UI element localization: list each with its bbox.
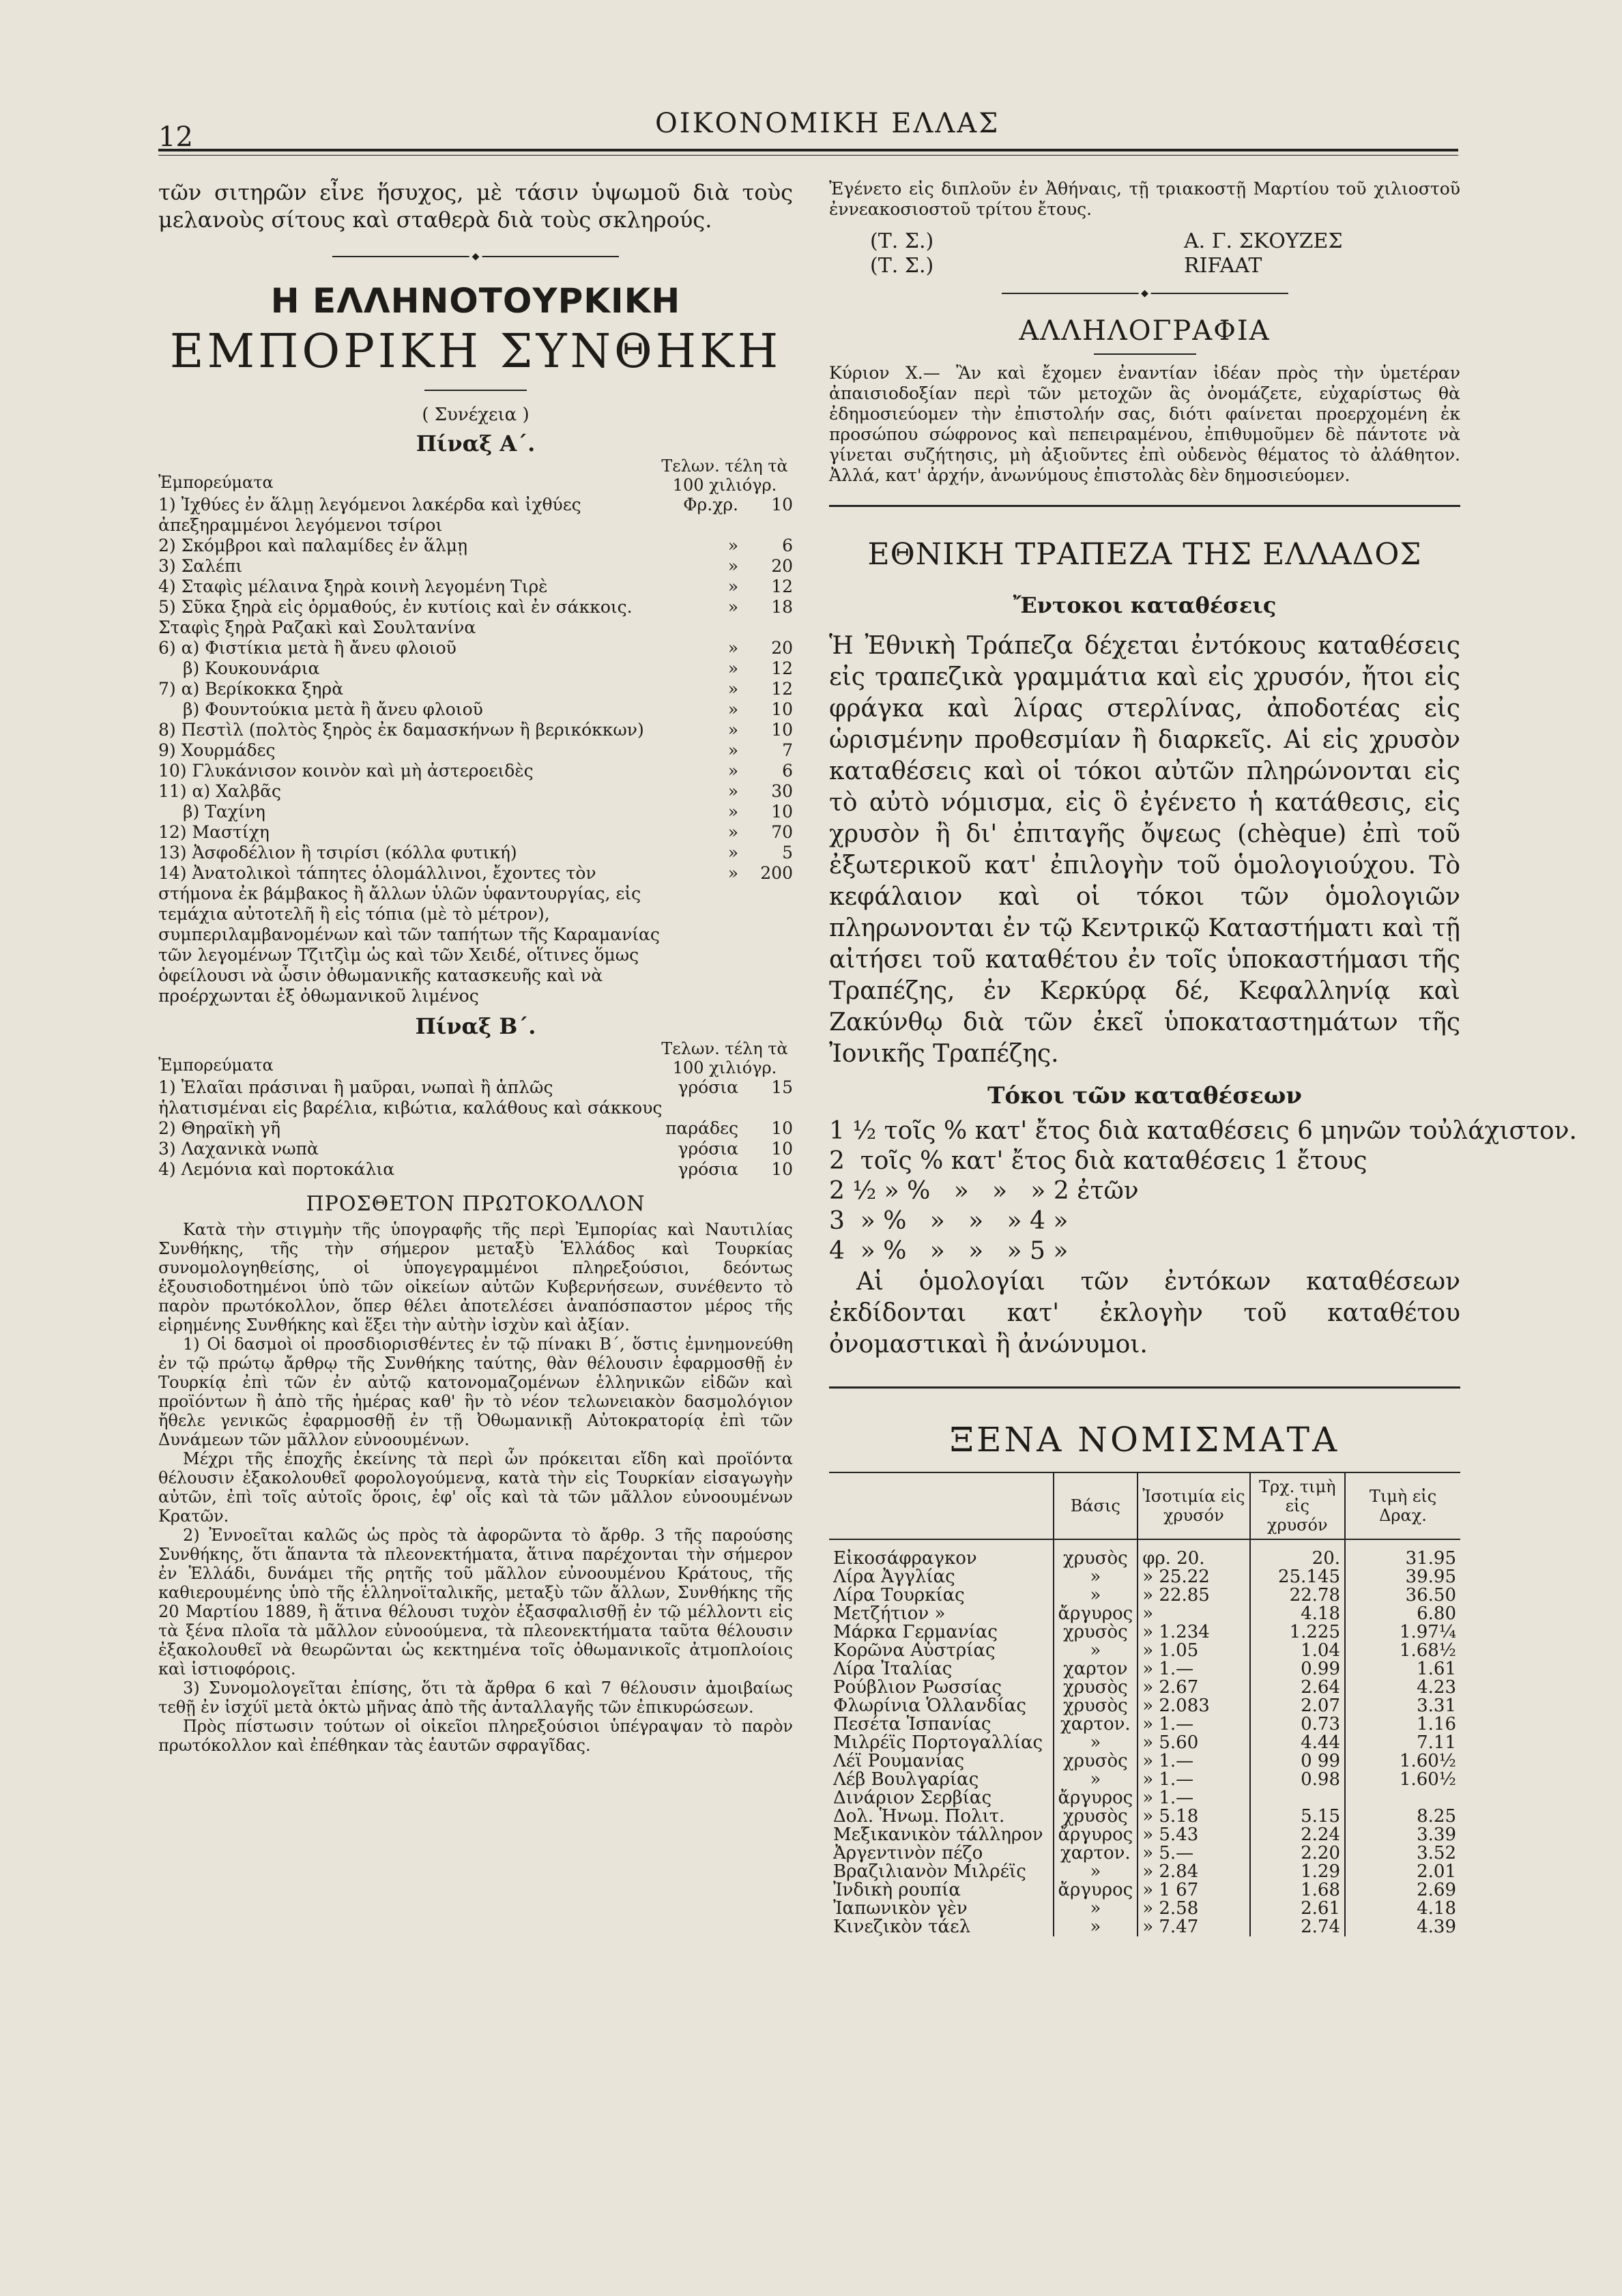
intro-paragraph: τῶν σιτηρῶν εἶνε ἥσυχος, μὲ τάσιν ὑψωμοῦ διὰ τοὺς μελανοὺς σίτους καὶ σταθερὰ διὰ τοὺς σκληρούς. bbox=[158, 179, 793, 233]
table-a-row bbox=[158, 822, 793, 843]
correspondence-title: ΑΛΛΗΛΟΓΡΑΦΙΑ bbox=[1019, 315, 1271, 347]
currency-name: Ρούβλιον Ρωσσίας bbox=[833, 1677, 1002, 1698]
currency-basis: » bbox=[1054, 1586, 1138, 1605]
currency-parity: » 1.05 bbox=[1138, 1642, 1249, 1660]
table-a-row-unit: » bbox=[727, 802, 738, 822]
currency-market: 1.04 bbox=[1250, 1642, 1346, 1660]
running-title: ΟΙΚΟΝΟΜΙΚΗ ΕΛΛΑΣ bbox=[655, 108, 1000, 139]
signatory-2: RIFAAT bbox=[1184, 254, 1262, 278]
ornament-divider-2: ◆ bbox=[1002, 287, 1288, 300]
currency-name: Πεσέτα Ἱσπανίας bbox=[833, 1714, 991, 1734]
currency-drachma: 39.95 bbox=[1345, 1568, 1460, 1586]
currency-parity: » 2.083 bbox=[1138, 1697, 1249, 1715]
table-a-row-unit: » bbox=[727, 761, 738, 781]
table-a-row bbox=[158, 638, 793, 658]
table-a-row-label: 9) Χουρμάδες bbox=[158, 740, 276, 760]
currency-drachma: 1.16 bbox=[1345, 1715, 1460, 1734]
table-a-row-value: 70 bbox=[771, 822, 793, 842]
rate-line: 1 ½ τοῖς % κατ' ἔτος διὰ καταθέσεις 6 μηνῶν τοὐλάχιστον. bbox=[829, 1117, 1577, 1145]
left-column bbox=[158, 179, 793, 1755]
currency-drachma: 31.95 bbox=[1345, 1550, 1460, 1568]
currency-row bbox=[829, 1715, 1460, 1734]
table-a-row-label: 14) Ἀνατολικοὶ τάπητες ὁλομάλλινοι, ἔχοντες τὸν στήμονα ἐκ βάμβακος ἢ ἄλλων ὑλῶν ὑφαντουργίας, εἰς τεμάχια αὐτοτελῆ ἢ εἰς τόπια (μὲ τὸ μέτρον), συμπεριλαμβανομένων καὶ τῶν ταπήτων τῆς Καραμανίας τῶν λεγομένων Τζιτζὶμ ὡς καὶ τῶν Χειδέ, οἵτινες ὅμως ὀφείλουσι νὰ ὦσιν ὀθωμανικῆς κατασκευῆς καὶ νὰ προέρχωνται ἐξ ὀθωμανικοῦ λιμένος bbox=[158, 863, 660, 1006]
table-a-row-label: 6) α) Φιστίκια μετὰ ἢ ἄνευ φλοιοῦ bbox=[158, 638, 457, 658]
currency-parity: » 5.43 bbox=[1138, 1826, 1249, 1844]
currency-market: 2.64 bbox=[1250, 1679, 1346, 1697]
page-number: 12 bbox=[158, 121, 193, 153]
currency-basis: χρυσὸς bbox=[1054, 1697, 1138, 1715]
table-a-row-label: 5) Σῦκα ξηρὰ εἰς ὁρμαθούς, ἐν κυτίοις καὶ ἐν σάκκοις. Σταφὶς ξηρὰ Ραζακὶ καὶ Σουλτανίνα bbox=[158, 597, 633, 637]
table-b-row-unit: γρόσια bbox=[678, 1139, 738, 1159]
currency-drachma: 4.18 bbox=[1345, 1900, 1460, 1918]
deposits-title: Ἔντοκοι καταθέσεις bbox=[1013, 592, 1277, 618]
currency-market: 20. bbox=[1250, 1550, 1346, 1568]
currency-market: 5.15 bbox=[1250, 1807, 1346, 1826]
currency-market: 0.99 bbox=[1250, 1660, 1346, 1679]
protocol-paragraph: Πρὸς πίστωσιν τούτων οἱ οἰκεῖοι πληρεξούσιοι ὑπέγραψαν τὸ παρὸν πρωτόκολλον καὶ ἐπέθηκαν τὰς ἑαυτῶν σφραγῖδας. bbox=[158, 1717, 793, 1755]
table-a bbox=[158, 495, 793, 1006]
currency-row bbox=[829, 1623, 1460, 1642]
currency-name: Μετζήτιον » bbox=[833, 1603, 946, 1624]
protocol-paragraph: 1) Οἱ δασμοὶ οἱ προσδιορισθέντες ἐν τῷ πίνακι Β΄, ὅστις ἐμνημονεύθη ἐν τῷ πρώτῳ ἄρθρῳ τῆς Συνθήκης ταύτης, θὰν θέλουσιν ἐφαρμοσθῇ ἐν Τουρκίᾳ ἐπὶ τῶν ἐν αὐτῷ κατονομαζομένων ἑλληνικῶν εἰδῶν καὶ προϊόντων ἢ ἀπὸ τῆς ἡμέρας καθ' ἣν τὸ νέον τελωνειακὸν δασμολόγιον ἤθελε γενικῶς ἐφαρμοσθῇ ἐν τῇ Ὀθωμανικῇ Αὐτοκρατορίᾳ ἐπὶ τῶν Δυνάμεων τῶν μᾶλλον εὐνοουμένων. bbox=[158, 1335, 793, 1449]
currency-name: Μιλρέϊς Πορτογαλλίας bbox=[833, 1732, 1043, 1753]
table-b-row-unit: γρόσια bbox=[678, 1077, 738, 1097]
currency-table bbox=[829, 1472, 1460, 1936]
table-a-row-unit: » bbox=[727, 577, 738, 596]
signatory-1: Α. Γ. ΣΚΟΥΖΕΣ bbox=[1184, 229, 1343, 253]
table-a-row-unit: » bbox=[727, 638, 738, 658]
currency-basis: ἄργυρος bbox=[1054, 1605, 1138, 1623]
currency-market: 0 99 bbox=[1250, 1752, 1346, 1771]
currency-name: Κινεζικὸν τάελ bbox=[833, 1917, 971, 1937]
currency-name: Ἰνδικὴ ρουπία bbox=[833, 1880, 961, 1900]
currency-name: Λέβ Βουλγαρίας bbox=[833, 1769, 979, 1790]
table-a-row-label: β) Κουκουνάρια bbox=[183, 658, 320, 678]
table-a-row bbox=[158, 536, 793, 556]
currency-basis: » bbox=[1054, 1900, 1138, 1918]
table-a-row-unit: » bbox=[727, 843, 738, 862]
table-a-row bbox=[158, 495, 793, 536]
table-a-row bbox=[158, 556, 793, 577]
table-a-row-unit: » bbox=[727, 679, 738, 699]
table-b-row-value: 10 bbox=[771, 1139, 793, 1159]
currency-name: Μάρκα Γερμανίας bbox=[833, 1622, 998, 1642]
table-b-row bbox=[158, 1077, 793, 1118]
table-a-row-label: 7) α) Βερίκοκκα ξηρὰ bbox=[158, 679, 344, 699]
table-b-row-label: 2) Θηραϊκὴ γῆ bbox=[158, 1118, 280, 1138]
currency-row bbox=[829, 1586, 1460, 1605]
currency-basis: χαρτον. bbox=[1054, 1844, 1138, 1863]
currency-drachma: 3.52 bbox=[1345, 1844, 1460, 1863]
correspondence-text: Κύριον Χ.— Ἂν καὶ ἔχομεν ἐναντίαν ἰδέαν πρὸς τὴν ὑμετέραν ἀπαισιοδοξίαν περὶ τῶν μετοχῶν ἃς ὀνομάζετε, εὐχαρίστως θὰ ἐδημοσιεύομεν τὴν ἐπιστολήν σας, διότι φαίνεται προερχομένη ἐκ προσώπου σώφρονος καὶ πεπειραμένου, ἐπιθυμοῦμεν δὲ πάντοτε νὰ γίνεται συζήτησις, μὴ ἀξιοῦντες ἐπὶ οὐδενὸς θέματος τὸ ἀλάθητον. Ἀλλά, κατ' ἀρχήν, ἀνωνύμους ἐπιστολὰς δὲν δημοσιεύομεν. bbox=[829, 363, 1460, 485]
currency-market: 4.44 bbox=[1250, 1734, 1346, 1752]
currency-parity: » 1.— bbox=[1138, 1789, 1249, 1807]
table-a-row-unit: » bbox=[727, 556, 738, 576]
currency-basis: » bbox=[1054, 1568, 1138, 1586]
currency-header: Τρχ. τιμὴ εἰς χρυσόν bbox=[1250, 1472, 1346, 1539]
currency-name: Λίρα Ἰταλίας bbox=[833, 1659, 953, 1679]
currency-row bbox=[829, 1844, 1460, 1863]
currency-drachma: 2.01 bbox=[1345, 1863, 1460, 1881]
currency-parity: » 5.— bbox=[1138, 1844, 1249, 1863]
currency-row bbox=[829, 1679, 1460, 1697]
currency-drachma: 1.61 bbox=[1345, 1660, 1460, 1679]
rate-line: 2 ½ » % » » » 2 ἐτῶν bbox=[829, 1177, 1139, 1205]
currency-market: 1.225 bbox=[1250, 1623, 1346, 1642]
currency-drachma: 1.60½ bbox=[1345, 1752, 1460, 1771]
currency-basis: ἄργυρος bbox=[1054, 1826, 1138, 1844]
currency-parity: » 1.234 bbox=[1138, 1623, 1249, 1642]
currency-parity: » 2.84 bbox=[1138, 1863, 1249, 1881]
currency-basis: ἄργυρος bbox=[1054, 1881, 1138, 1900]
table-b-row-value: 15 bbox=[771, 1077, 793, 1097]
currency-row bbox=[829, 1660, 1460, 1679]
currency-market: 2.20 bbox=[1250, 1844, 1346, 1863]
table-a-row bbox=[158, 761, 793, 781]
table-a-row-unit: » bbox=[727, 597, 738, 617]
table-a-row bbox=[158, 740, 793, 761]
currency-market: 2.61 bbox=[1250, 1900, 1346, 1918]
table-b-row-value: 10 bbox=[771, 1118, 793, 1138]
currency-title: ΞΕΝΑ ΝΟΜΙΣΜΑΤΑ bbox=[949, 1420, 1340, 1459]
article-title-1: Η ΕΛΛΗΝΟΤΟΥΡΚΙΚΗ bbox=[270, 281, 681, 321]
currency-parity: » 2.58 bbox=[1138, 1900, 1249, 1918]
currency-market: 1.29 bbox=[1250, 1863, 1346, 1881]
currency-drachma: 6.80 bbox=[1345, 1605, 1460, 1623]
table-b-row-value: 10 bbox=[771, 1159, 793, 1179]
protocol-title: ΠΡΟΣΘΕΤΟΝ ΠΡΩΤΟΚΟΛΛΟΝ bbox=[306, 1192, 646, 1216]
currency-parity: » 1.— bbox=[1138, 1660, 1249, 1679]
table-a-row-unit: Φρ.χρ. bbox=[683, 495, 738, 514]
table-a-row-value: 12 bbox=[771, 658, 793, 678]
currency-drachma: 1.68½ bbox=[1345, 1642, 1460, 1660]
rates-list bbox=[829, 1116, 1577, 1266]
table-a-row-value: 30 bbox=[771, 781, 793, 801]
table-a-row bbox=[158, 781, 793, 802]
currency-name: Λίρα Ἀγγλίας bbox=[833, 1567, 955, 1587]
table-a-row-unit: » bbox=[727, 720, 738, 740]
seal-1: (Τ. Σ.) bbox=[870, 229, 934, 253]
currency-row bbox=[829, 1642, 1460, 1660]
table-a-row bbox=[158, 843, 793, 863]
currency-market: 22.78 bbox=[1250, 1586, 1346, 1605]
protocol-paragraph: 3) Συνομολογεῖται ἐπίσης, ὅτι τὰ ἄρθρα 6 καὶ 7 θέλουσιν ἀμοιβαίως τεθῇ ἐν ἰσχύϊ μετὰ ὀκτὼ μῆνας ἀπὸ τῆς ἀνταλλαγῆς τῶν ἐπικυρώσεων. bbox=[158, 1679, 793, 1717]
table-a-row-value: 12 bbox=[771, 577, 793, 596]
table-a-row bbox=[158, 679, 793, 699]
right-column bbox=[829, 179, 1577, 1937]
seal-2: (Τ. Σ.) bbox=[870, 254, 934, 278]
treaty-done-text: Ἐγένετο εἰς διπλοῦν ἐν Ἀθήναις, τῇ τριακοστῇ Μαρτίου τοῦ χιλιοστοῦ ἐννεακοσιοστοῦ τρίτου ἔτους. bbox=[829, 179, 1460, 219]
table-a-row-value: 6 bbox=[782, 536, 793, 555]
currency-market bbox=[1250, 1789, 1346, 1807]
currency-drachma: 1.60½ bbox=[1345, 1771, 1460, 1789]
currency-row bbox=[829, 1550, 1460, 1568]
table-b-col1: Ἐμπορεύματα bbox=[158, 1056, 274, 1075]
rate-line: 4 » % » » » 5 » bbox=[829, 1237, 1069, 1265]
table-a-row-value: 20 bbox=[771, 556, 793, 576]
currency-row bbox=[829, 1697, 1460, 1715]
currency-name: Ἰαπωνικὸν γὲν bbox=[833, 1898, 968, 1919]
currency-parity: » bbox=[1138, 1605, 1249, 1623]
currency-drachma bbox=[1345, 1789, 1460, 1807]
currency-basis: χρυσὸς bbox=[1054, 1550, 1138, 1568]
table-a-row bbox=[158, 863, 793, 1006]
table-a-row-value: 6 bbox=[782, 761, 793, 781]
currency-market: 0.73 bbox=[1250, 1715, 1346, 1734]
table-a-row-unit: » bbox=[727, 699, 738, 719]
currency-header: Τιμὴ εἰς Δραχ. bbox=[1345, 1472, 1460, 1539]
currency-parity: » 1.— bbox=[1138, 1752, 1249, 1771]
currency-name: Ἀργεντινὸν πέζο bbox=[833, 1843, 983, 1863]
currency-name: Βραζιλιανὸν Μιλρέϊς bbox=[833, 1861, 1026, 1882]
currency-parity: » 1.— bbox=[1138, 1715, 1249, 1734]
bank-title: ΕΘΝΙΚΗ ΤΡΑΠΕΖΑ ΤΗΣ ΕΛΛΑΔΟΣ bbox=[867, 537, 1422, 572]
table-a-row bbox=[158, 720, 793, 740]
continued-note: ( Συνέχεια ) bbox=[422, 405, 530, 425]
deposits-text: Ἡ Ἐθνικὴ Τράπεζα δέχεται ἐντόκους καταθέσεις εἰς τραπεζικὰ γραμμάτια καὶ εἰς χρυσόν, ἤτοι εἰς φράγκα καὶ λίρας στερλίνας, ἀποδοτέας εἰς ὡρισμένην προθεσμίαν ἢ διαρκεῖς. Αἱ εἰς χρυσὸν καταθέσεις καὶ οἱ τόκοι αὐτῶν πληρώνονται εἰς τὸ αὐτὸ νόμισμα, εἰς ὃ ἐγένετο ἡ κατάθεσις, εἰς χρυσὸν ἢ δι' ἐπιταγῆς ὄψεως (chèque) ἐπὶ τοῦ ἐξωτερικοῦ κατ' ἐπιλογὴν τοῦ ὁμολογιούχου. Τὸ κεφάλαιον καὶ οἱ τόκοι τῶν ὁμολογιῶν πληρωνονται ἐν τῷ Κεντρικῷ Καταστήματι καὶ τῇ αἰτήσει τοῦ καταθέτου ἐν τοῖς ὑποκαστήμασι τῆς Τραπέζης, ἐν Κερκύρᾳ δέ, Κεφαλληνίᾳ καὶ Ζακύνθῳ διὰ τῶν ἐκεῖ ὑποκαταστημάτων τῆς Ἰονικῆς Τραπέζης. bbox=[829, 632, 1460, 1068]
table-a-row-value: 12 bbox=[771, 679, 793, 699]
table-a-row-unit: » bbox=[727, 536, 738, 555]
currency-parity: » 2.67 bbox=[1138, 1679, 1249, 1697]
currency-drachma: 3.31 bbox=[1345, 1697, 1460, 1715]
currency-row bbox=[829, 1771, 1460, 1789]
currency-drachma: 4.23 bbox=[1345, 1679, 1460, 1697]
table-a-row-label: β) Φουντούκια μετὰ ἢ ἄνευ φλοιοῦ bbox=[183, 699, 483, 719]
currency-parity: » 25.22 bbox=[1138, 1568, 1249, 1586]
currency-parity: » 5.60 bbox=[1138, 1734, 1249, 1752]
currency-header: Ἰσοτιμία εἰς χρυσόν bbox=[1138, 1472, 1249, 1539]
currency-basis: χρυσὸς bbox=[1054, 1623, 1138, 1642]
table-b-row bbox=[158, 1118, 793, 1139]
currency-row bbox=[829, 1789, 1460, 1807]
currency-parity: φρ. 20. bbox=[1138, 1550, 1249, 1568]
table-a-row bbox=[158, 699, 793, 720]
currency-market: 4.18 bbox=[1250, 1605, 1346, 1623]
currency-market: 2.24 bbox=[1250, 1826, 1346, 1844]
currency-row bbox=[829, 1568, 1460, 1586]
table-a-row-value: 10 bbox=[771, 699, 793, 719]
currency-basis: χρυσὸς bbox=[1054, 1752, 1138, 1771]
table-a-row-label: 1) Ἰχθύες ἐν ἅλμῃ λεγόμενοι λακέρδα καὶ ἰχθύες ἀπεξηραμμένοι λεγόμενοι τσίροι bbox=[158, 495, 581, 535]
table-a-col1: Ἐμπορεύματα bbox=[158, 473, 274, 492]
currency-name: Μεξικανικὸν τάλληρον bbox=[833, 1825, 1043, 1845]
table-a-row-unit: » bbox=[727, 658, 738, 678]
currency-header bbox=[829, 1472, 1054, 1539]
currency-name: Φλωρίνια Ὁλλανδίας bbox=[833, 1696, 1026, 1716]
table-b-row-label: 3) Λαχανικὰ νωπὰ bbox=[158, 1139, 319, 1159]
table-a-row-unit: » bbox=[727, 863, 738, 883]
currency-drachma: 4.39 bbox=[1345, 1918, 1460, 1936]
currency-row bbox=[829, 1881, 1460, 1900]
table-b-row-unit: γρόσια bbox=[678, 1159, 738, 1179]
currency-row bbox=[829, 1900, 1460, 1918]
currency-name: Λίρα Τουρκίας bbox=[833, 1585, 965, 1605]
rates-note: Αἱ ὁμολογίαι τῶν ἐντόκων καταθέσεων ἐκδίδονται κατ' ἐκλογὴν τοῦ καταθέτου ὀνομαστικαὶ ἢ ἀνώνυμοι. bbox=[829, 1268, 1460, 1358]
currency-parity: » 5.18 bbox=[1138, 1807, 1249, 1826]
currency-basis: » bbox=[1054, 1771, 1138, 1789]
currency-row bbox=[829, 1863, 1460, 1881]
currency-name: Λέϊ Ρουμανίας bbox=[833, 1751, 965, 1771]
table-a-row-value: 18 bbox=[771, 597, 793, 617]
table-b-row bbox=[158, 1139, 793, 1159]
currency-drachma: 2.69 bbox=[1345, 1881, 1460, 1900]
table-b-col2: Τελων. τέλη τὰ 100 χιλιόγρ. bbox=[661, 1039, 788, 1077]
currency-market: 2.74 bbox=[1250, 1918, 1346, 1936]
currency-basis: » bbox=[1054, 1918, 1138, 1936]
currency-row bbox=[829, 1605, 1460, 1623]
header-rule-thin bbox=[158, 155, 1458, 156]
currency-name: Δολ. Ἡνωμ. Πολιτ. bbox=[833, 1806, 1005, 1827]
rate-line: 2 τοῖς % κατ' ἔτος διὰ καταθέσεις 1 ἔτους bbox=[829, 1147, 1367, 1175]
table-b bbox=[158, 1077, 793, 1180]
currency-row bbox=[829, 1807, 1460, 1826]
table-a-title: Πίναξ Α΄. bbox=[416, 431, 536, 456]
ornament-divider: ◆ bbox=[332, 250, 619, 263]
table-a-row-value: 10 bbox=[771, 495, 793, 514]
table-a-row-unit: » bbox=[727, 740, 738, 760]
table-b-row-label: 4) Λεμόνια καὶ πορτοκάλια bbox=[158, 1159, 395, 1179]
rates-title: Τόκοι τῶν καταθέσεων bbox=[987, 1082, 1302, 1109]
table-a-row-label: 11) α) Χαλβᾶς bbox=[158, 781, 281, 801]
currency-market: 0.98 bbox=[1250, 1771, 1346, 1789]
currency-market: 25.145 bbox=[1250, 1568, 1346, 1586]
table-a-row-unit: » bbox=[727, 822, 738, 842]
currency-row bbox=[829, 1826, 1460, 1844]
currency-row bbox=[829, 1734, 1460, 1752]
table-a-row-value: 20 bbox=[771, 638, 793, 658]
protocol-paragraph: 2) Ἐννοεῖται καλῶς ὡς πρὸς τὰ ἀφορῶντα τὸ ἄρθρ. 3 τῆς παρούσης Συνθήκης, ὅτι ἅπαντα τὰ πλεονεκτήματα, ἅτινα παρέχονται τὴν σήμερον ἐν Ἑλλάδι, δυνάμει τῆς ρητῆς τοῦ μᾶλλον εὐνοουμένου Κράτους, τῆς καθιερουμένης ὑπὸ τῆς ἑλληνοϊταλικῆς, μεταξὺ τῶν ἄλλων, Συνθήκης τῆς 20 Μαρτίου 1889, ἢ ἅτινα θέλουσι τυχὸν ἐξασφαλισθῇ ἐν τῷ μέλλοντι εἰς τὰ ξένα πλοῖα τὰ μᾶλλον εὐνοούμενα, τὰ πλεονεκτήματα ταῦτα θέλουσιν ἐξακολουθεῖ νὰ θεωρῶνται ὡς κεκτημένα τοῖς ὀθωμανικοῖς ἀτμοπλοίοις καὶ ἱστιοφόροις. bbox=[158, 1526, 793, 1679]
table-a-row-value: 10 bbox=[771, 720, 793, 740]
currency-name: Κορῶνα Αὐστρίας bbox=[833, 1640, 996, 1661]
currency-basis: χαρτον bbox=[1054, 1660, 1138, 1679]
table-a-row-label: 12) Μαστίχη bbox=[158, 822, 270, 842]
currency-row bbox=[829, 1752, 1460, 1771]
currency-basis: » bbox=[1054, 1734, 1138, 1752]
table-a-row bbox=[158, 597, 793, 638]
table-a-row-value: 10 bbox=[771, 802, 793, 822]
table-a-row bbox=[158, 658, 793, 679]
currency-basis: » bbox=[1054, 1863, 1138, 1881]
currency-basis: χρυσὸς bbox=[1054, 1679, 1138, 1697]
table-a-row-label: 3) Σαλέπι bbox=[158, 556, 243, 576]
table-a-row-label: 4) Σταφὶς μέλαινα ξηρὰ κοινὴ λεγομένη Τιρὲ bbox=[158, 577, 548, 596]
currency-drachma: 7.11 bbox=[1345, 1734, 1460, 1752]
table-b-row-unit: παράδες bbox=[665, 1118, 738, 1138]
table-a-row-label: β) Ταχίνη bbox=[183, 802, 265, 822]
table-a-row-value: 5 bbox=[782, 843, 793, 862]
currency-row bbox=[829, 1918, 1460, 1936]
currency-market: 2.07 bbox=[1250, 1697, 1346, 1715]
currency-parity: » 22.85 bbox=[1138, 1586, 1249, 1605]
currency-basis: » bbox=[1054, 1642, 1138, 1660]
rate-line: 3 » % » » » 4 » bbox=[829, 1207, 1069, 1235]
table-a-row bbox=[158, 577, 793, 597]
table-a-row-label: 10) Γλυκάνισον κοινὸν καὶ μὴ ἀστεροειδὲς bbox=[158, 761, 534, 781]
header-rule bbox=[158, 149, 1458, 151]
currency-parity: » 7.47 bbox=[1138, 1918, 1249, 1936]
currency-market: 1.68 bbox=[1250, 1881, 1346, 1900]
currency-basis: χρυσὸς bbox=[1054, 1807, 1138, 1826]
currency-basis: ἄργυρος bbox=[1054, 1789, 1138, 1807]
currency-parity: » 1.— bbox=[1138, 1771, 1249, 1789]
table-a-row-value: 200 bbox=[760, 863, 793, 883]
currency-basis: χαρτον. bbox=[1054, 1715, 1138, 1734]
table-b-title: Πίναξ Β΄. bbox=[415, 1013, 536, 1039]
table-a-row-unit: » bbox=[727, 781, 738, 801]
article-title-2: ΕΜΠΟΡΙΚΗ ΣΥΝΘΗΚΗ bbox=[169, 325, 782, 379]
currency-drachma: 1.97¼ bbox=[1345, 1623, 1460, 1642]
table-a-row-label: 8) Πεστὶλ (πολτὸς ξηρὸς ἐκ δαμασκήνων ἢ βερικόκκων) bbox=[158, 720, 644, 740]
protocol-text bbox=[158, 1220, 793, 1755]
table-a-row-label: 2) Σκόμβροι καὶ παλαμίδες ἐν ἅλμῃ bbox=[158, 536, 467, 555]
table-a-row-value: 7 bbox=[782, 740, 793, 760]
currency-drachma: 8.25 bbox=[1345, 1807, 1460, 1826]
currency-drachma: 36.50 bbox=[1345, 1586, 1460, 1605]
table-b-row bbox=[158, 1159, 793, 1180]
protocol-paragraph: Κατὰ τὴν στιγμὴν τῆς ὑπογραφῆς τῆς περὶ Ἐμπορίας καὶ Ναυτιλίας Συνθήκης, τῆς τὴν σήμερον μεταξὺ Ἑλλάδος καὶ Τουρκίας συνομολογηθείσης, οἱ ὑπογεγραμμένοι πληρεξούσιοι, δεόντως ἐξουσιοδοτημένοι ὑπὸ τῶν οἰκείων αὐτῶν Κυβερνήσεων, συνέθεντο τὸ παρὸν πρωτόκολλον, ὅπερ θέλει ἀποτελέσει ἀναπόσπαστον μέρος τῆς εἰρημένης Συνθήκης καὶ ἕξει τὴν αὐτὴν ἰσχὺν καὶ ἀξίαν. bbox=[158, 1220, 793, 1335]
currency-name: Εἰκοσάφραγκον bbox=[833, 1548, 977, 1569]
table-b-row-label: 1) Ἐλαῖαι πράσιναι ἢ μαῦραι, νωπαὶ ἢ ἁπλῶς ἡλατισμέναι εἰς βαρέλια, κιβώτια, καλάθους καὶ σάκκους bbox=[158, 1077, 663, 1118]
table-a-row-label: 13) Ἀσφοδέλιον ἢ τσιρίσι (κόλλα φυτική) bbox=[158, 843, 517, 862]
table-a-col2: Τελων. τέλη τὰ 100 χιλιόγρ. bbox=[661, 456, 788, 495]
table-a-row bbox=[158, 802, 793, 822]
protocol-paragraph: Μέχρι τῆς ἐποχῆς ἐκείνης τὰ περὶ ὧν πρόκειται εἴδη καὶ προϊόντα θέλουσιν ἐξακολουθεῖ φορολογούμενα, κατὰ τὴν εἰς Τουρκίαν εἰσαγωγὴν αὐτῶν, ἐπὶ τοῖς αὐτοῖς ὅροις, ἐφ' οἷς καὶ τὰ τῶν μᾶλλον εὐνοουμένων Κρατῶν. bbox=[158, 1449, 793, 1526]
currency-name: Δινάριον Σερβίας bbox=[833, 1788, 992, 1808]
currency-header: Βάσις bbox=[1054, 1472, 1138, 1539]
currency-drachma: 3.39 bbox=[1345, 1826, 1460, 1844]
currency-parity: » 1 67 bbox=[1138, 1881, 1249, 1900]
